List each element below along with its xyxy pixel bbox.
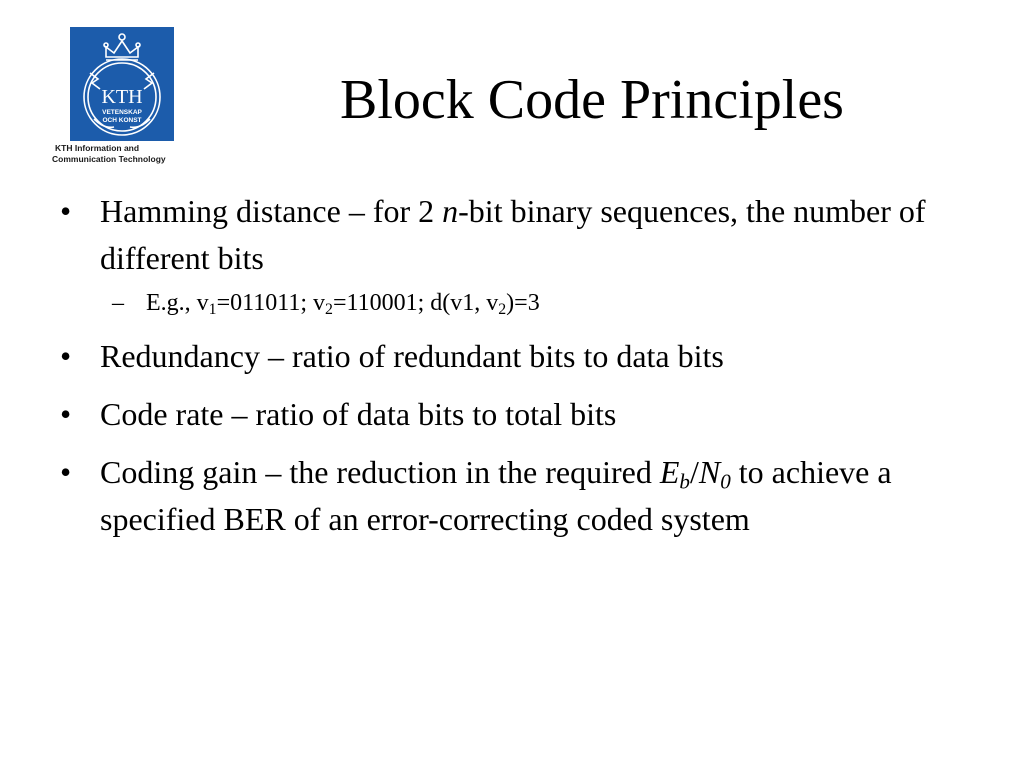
bullet-marker: •	[60, 454, 72, 490]
bullet-marker: •	[60, 193, 72, 229]
bullet-text: Redundancy – ratio of redundant bits to data bits	[100, 338, 724, 374]
logo-wordmark: KTH	[101, 86, 143, 108]
sub-bullet-marker: –	[112, 290, 124, 316]
bullet-hamming-distance	[60, 188, 970, 282]
sub-bullet-text: E.g., v	[146, 290, 209, 316]
slide-content	[60, 188, 970, 554]
logo-caption-line2: Communication Technology	[52, 154, 166, 164]
logo-motto-line2: OCH KONST	[102, 117, 142, 124]
sub-bullet-example	[60, 287, 970, 319]
logo-motto-line1: VETENSKAP	[102, 109, 142, 116]
sub-bullet-text: )=3	[506, 290, 540, 316]
bullet-text: Code rate – ratio of data bits to total bits	[100, 396, 617, 432]
sub-bullet-text: =110001; d(v1, v	[332, 290, 499, 316]
subscript: 2	[325, 300, 333, 318]
sub-bullet-text: =011011; v	[216, 290, 326, 316]
subscript-italic: 0	[720, 469, 731, 494]
subscript: 2	[498, 300, 507, 318]
bullet-redundancy	[60, 333, 970, 380]
bullet-text: /	[689, 454, 699, 490]
logo-caption	[52, 143, 192, 165]
bullet-code-rate	[60, 391, 970, 438]
bullet-text-italic: N	[698, 454, 721, 490]
bullet-text-italic: E	[659, 454, 680, 490]
bullet-text: -bit binary sequences, the number of different bits	[100, 193, 926, 276]
slide-title: Block Code Principles	[340, 69, 844, 131]
subscript-italic: b	[679, 469, 690, 494]
bullet-marker: •	[60, 396, 72, 432]
subscript: 1	[208, 300, 217, 318]
bullet-text: Coding gain – the reduction in the required	[100, 454, 660, 490]
bullet-text: Hamming distance – for 2	[100, 193, 443, 229]
logo-caption-line1: KTH Information and	[55, 143, 140, 153]
bullet-marker: •	[60, 338, 72, 374]
bullet-text: to achieve a specified BER of an error-correcting coded system	[100, 454, 892, 537]
bullet-text-italic: n	[442, 193, 459, 229]
bullet-coding-gain	[60, 449, 970, 543]
